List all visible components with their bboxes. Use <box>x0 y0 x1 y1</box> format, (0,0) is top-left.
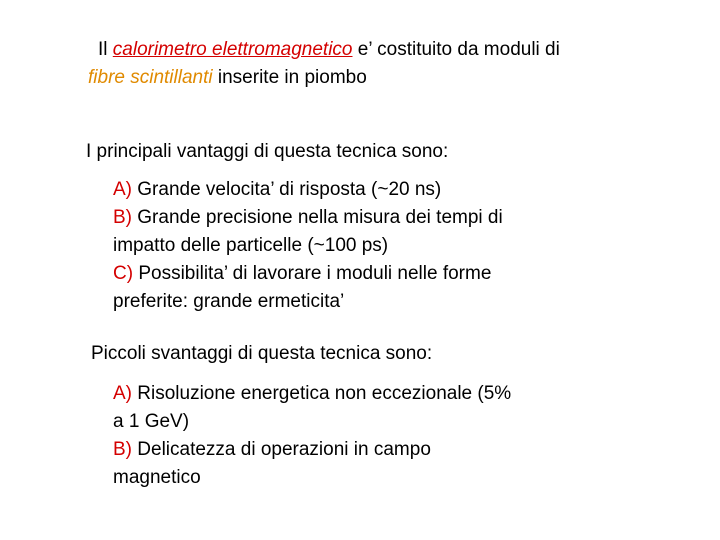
list-item-c-line-2: preferite: grande ermeticita’ <box>113 291 345 312</box>
list-item-b-line-2: magnetico <box>113 467 201 488</box>
intro-suffix: inserite in piombo <box>212 67 367 88</box>
term-fibre: fibre scintillanti <box>88 67 213 88</box>
list-marker: B) <box>113 207 132 228</box>
term-calorimetro: calorimetro elettromagnetico <box>112 39 353 60</box>
list-item-a-line-2: a 1 GeV) <box>113 411 190 432</box>
list-item-text: Grande precisione nella misura dei tempi di <box>137 207 503 228</box>
intro-prefix: Il <box>98 39 113 60</box>
advantages-list <box>113 176 503 316</box>
list-item-text: Possibilita’ di lavorare i moduli nelle forme <box>138 263 492 284</box>
disadvantages-list <box>113 380 511 492</box>
list-item-b-line-1 <box>113 436 511 464</box>
intro-mid: e’ costituito da moduli di <box>352 39 560 60</box>
advantages-heading: I principali vantaggi di questa tecnica sono: <box>86 141 449 162</box>
list-item-c-line-1 <box>113 260 503 288</box>
list-marker: B) <box>113 439 132 460</box>
list-item-text: Grande velocita’ di risposta (~20 ns) <box>137 179 442 200</box>
list-item-b-line-1 <box>113 204 503 232</box>
list-item-a-line-1 <box>113 176 503 204</box>
disadvantages-heading: Piccoli svantaggi di questa tecnica sono: <box>91 343 433 364</box>
list-marker: A) <box>113 383 132 404</box>
list-item-a-line-1 <box>113 380 511 408</box>
intro-paragraph <box>88 36 688 92</box>
list-item-text: Risoluzione energetica non eccezionale (5% <box>137 383 512 404</box>
list-item-b-line-2: impatto delle particelle (~100 ps) <box>113 235 389 256</box>
list-marker: C) <box>113 263 134 284</box>
intro-line-2 <box>88 64 688 92</box>
list-marker: A) <box>113 179 132 200</box>
intro-line-1 <box>88 36 688 64</box>
list-item-text: Delicatezza di operazioni in campo <box>137 439 431 460</box>
